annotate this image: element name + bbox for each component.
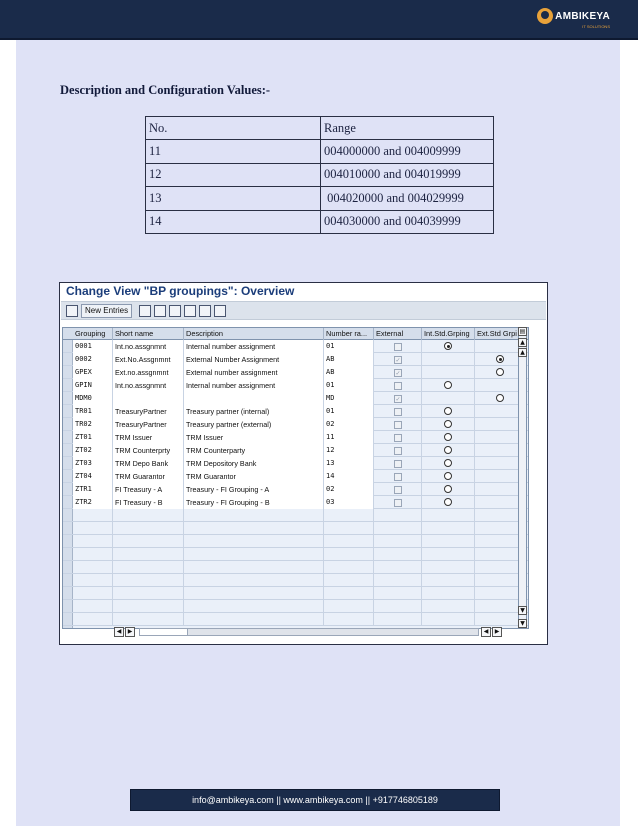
external-checkbox[interactable]: ✓ xyxy=(395,396,401,403)
external-checkbox[interactable]: ✓ xyxy=(395,370,401,377)
cell-desc[interactable]: Treasury partner (external) xyxy=(184,418,324,431)
cell-grouping[interactable] xyxy=(73,561,113,574)
cell-short[interactable]: FI Treasury - B xyxy=(113,496,184,509)
cell-num[interactable] xyxy=(324,561,374,574)
scroll-track[interactable] xyxy=(139,628,479,636)
external-checkbox[interactable] xyxy=(394,486,402,494)
cell-grouping[interactable]: GPIN xyxy=(73,379,113,392)
cell-grouping[interactable]: GPEX xyxy=(73,366,113,379)
scroll-up-icon[interactable]: ▲ xyxy=(518,338,527,347)
cell-short[interactable]: Int.no.assgnmnt xyxy=(113,340,184,353)
cell-desc[interactable]: TRM Issuer xyxy=(184,431,324,444)
range-no: 11 xyxy=(146,140,321,163)
cell-grouping[interactable] xyxy=(73,613,113,626)
cell-ext xyxy=(475,496,521,509)
cell-num[interactable]: 02 xyxy=(324,418,374,431)
cell-ext xyxy=(475,548,521,561)
range-value: 004030000 and 004039999 xyxy=(321,210,494,233)
cell-desc[interactable] xyxy=(184,561,324,574)
cell-num[interactable] xyxy=(324,587,374,600)
header-range: Range xyxy=(321,117,494,140)
table-header xyxy=(63,328,528,340)
cell-int xyxy=(422,561,475,574)
external-checkbox[interactable] xyxy=(394,382,402,390)
external-checkbox[interactable]: ✓ xyxy=(395,357,401,364)
cell-grouping[interactable]: ZT02 xyxy=(73,444,113,457)
scroll-down-icon[interactable]: ▼ xyxy=(518,619,527,628)
cell-int xyxy=(422,613,475,626)
range-no: 12 xyxy=(146,163,321,186)
edit-pencil-icon[interactable] xyxy=(66,305,78,317)
cell-ext xyxy=(475,574,521,587)
table-row[interactable] xyxy=(63,483,528,496)
external-checkbox[interactable] xyxy=(394,421,402,429)
cell-int xyxy=(422,587,475,600)
cell-external xyxy=(374,561,422,574)
cell-desc[interactable] xyxy=(184,613,324,626)
table-row[interactable] xyxy=(63,457,528,470)
cell-short[interactable]: TreasuryPartner xyxy=(113,418,184,431)
new-entries-button[interactable]: New Entries xyxy=(81,304,132,318)
cell-desc[interactable] xyxy=(184,574,324,587)
contact-footer: info@ambikeya.com || www.ambikeya.com || +917746805189 xyxy=(130,789,500,811)
int-std-radio[interactable] xyxy=(444,433,452,441)
cell-ext xyxy=(475,600,521,613)
int-std-radio[interactable] xyxy=(444,407,452,415)
cell-int xyxy=(422,366,475,379)
cell-num[interactable]: 01 xyxy=(324,379,374,392)
cell-desc[interactable]: TRM Counterparty xyxy=(184,444,324,457)
cell-num[interactable]: AB xyxy=(324,353,374,366)
cell-desc[interactable]: TRM Depository Bank xyxy=(184,457,324,470)
cell-short[interactable]: Ext.no.assgnmnt xyxy=(113,366,184,379)
cell-grouping[interactable]: ZTR1 xyxy=(73,483,113,496)
cell-desc[interactable] xyxy=(184,535,324,548)
col-grouping[interactable]: Grouping xyxy=(73,328,113,340)
cell-short[interactable]: TreasuryPartner xyxy=(113,405,184,418)
cell-num[interactable]: AB xyxy=(324,366,374,379)
cell-ext xyxy=(475,379,521,392)
int-std-radio[interactable] xyxy=(444,420,452,428)
cell-ext xyxy=(475,457,521,470)
cell-desc[interactable]: Internal number assignment xyxy=(184,340,324,353)
scroll-left-icon[interactable]: ◀ xyxy=(114,627,124,637)
table-row[interactable] xyxy=(63,392,528,405)
int-std-radio[interactable] xyxy=(444,446,452,454)
col-short-name[interactable]: Short name xyxy=(113,328,184,340)
sap-screenshot xyxy=(59,282,548,645)
cell-ext xyxy=(475,418,521,431)
scroll-right-icon[interactable]: ▶ xyxy=(492,627,502,637)
horizontal-scrollbar[interactable] xyxy=(114,627,500,637)
cell-desc[interactable]: Treasury partner (internal) xyxy=(184,405,324,418)
cell-int xyxy=(422,522,475,535)
table-row[interactable] xyxy=(63,522,528,535)
cell-grouping[interactable]: 0001 xyxy=(73,340,113,353)
cell-desc[interactable] xyxy=(184,509,324,522)
range-value: 004010000 and 004019999 xyxy=(321,163,494,186)
cell-ext xyxy=(475,405,521,418)
cell-short[interactable] xyxy=(113,574,184,587)
cell-short[interactable]: TRM Issuer xyxy=(113,431,184,444)
range-table-row xyxy=(146,163,494,186)
external-checkbox[interactable] xyxy=(394,447,402,455)
cell-num[interactable]: 12 xyxy=(324,444,374,457)
cell-desc[interactable]: TRM Guarantor xyxy=(184,470,324,483)
cell-grouping[interactable]: ZTR2 xyxy=(73,496,113,509)
table-row[interactable] xyxy=(63,535,528,548)
bp-groupings-table xyxy=(62,327,529,629)
col-int-std-grping[interactable]: Int.Std.Grping xyxy=(422,328,475,340)
cell-short[interactable]: TRM Guarantor xyxy=(113,470,184,483)
cell-short[interactable] xyxy=(113,613,184,626)
cell-grouping[interactable] xyxy=(73,535,113,548)
cell-int xyxy=(422,509,475,522)
table-row[interactable] xyxy=(63,418,528,431)
cell-num[interactable] xyxy=(324,535,374,548)
external-checkbox[interactable] xyxy=(394,343,402,351)
cell-grouping[interactable]: TR01 xyxy=(73,405,113,418)
table-row[interactable] xyxy=(63,509,528,522)
sap-title: Change View "BP groupings": Overview xyxy=(66,284,295,298)
int-std-radio[interactable] xyxy=(444,459,452,467)
cell-short[interactable] xyxy=(113,392,184,405)
table-row[interactable] xyxy=(63,587,528,600)
table-row[interactable] xyxy=(63,548,528,561)
cell-ext xyxy=(475,444,521,457)
external-checkbox[interactable] xyxy=(394,473,402,481)
cell-short[interactable]: TRM Depo Bank xyxy=(113,457,184,470)
cell-desc[interactable] xyxy=(184,522,324,535)
cell-grouping[interactable]: ZT04 xyxy=(73,470,113,483)
cell-grouping[interactable] xyxy=(73,522,113,535)
cell-int xyxy=(422,600,475,613)
cell-external xyxy=(374,574,422,587)
copy-icon[interactable] xyxy=(139,305,151,317)
table-row[interactable] xyxy=(63,353,528,366)
cell-short[interactable] xyxy=(113,548,184,561)
vertical-scrollbar[interactable] xyxy=(518,327,527,629)
cell-desc[interactable]: Treasury - FI Grouping - A xyxy=(184,483,324,496)
int-std-radio[interactable] xyxy=(444,342,452,350)
cell-ext xyxy=(475,509,521,522)
table-row[interactable] xyxy=(63,405,528,418)
table-row[interactable] xyxy=(63,613,528,626)
cell-num[interactable]: 02 xyxy=(324,483,374,496)
range-table-header xyxy=(146,117,494,140)
int-std-radio[interactable] xyxy=(444,485,452,493)
int-std-radio[interactable] xyxy=(444,498,452,506)
cell-grouping[interactable] xyxy=(73,574,113,587)
cell-desc[interactable]: External Number Assignment xyxy=(184,353,324,366)
cell-int xyxy=(422,392,475,405)
range-no: 14 xyxy=(146,210,321,233)
deselect-icon[interactable] xyxy=(214,305,226,317)
cell-int xyxy=(422,353,475,366)
cell-short[interactable] xyxy=(113,535,184,548)
undo-icon[interactable] xyxy=(169,305,181,317)
sap-toolbar xyxy=(61,301,546,320)
int-std-radio[interactable] xyxy=(444,472,452,480)
cell-num[interactable] xyxy=(324,548,374,561)
cell-num[interactable]: 01 xyxy=(324,405,374,418)
cell-external xyxy=(374,522,422,535)
cell-grouping[interactable]: ZT03 xyxy=(73,457,113,470)
external-checkbox[interactable] xyxy=(394,408,402,416)
cell-int xyxy=(422,548,475,561)
cell-short[interactable] xyxy=(113,522,184,535)
cell-num[interactable]: MD xyxy=(324,392,374,405)
cell-grouping[interactable]: 0002 xyxy=(73,353,113,366)
cell-ext xyxy=(475,587,521,600)
brand-tagline: IT SOLUTIONS xyxy=(582,24,610,29)
cell-desc[interactable] xyxy=(184,548,324,561)
cell-short[interactable]: Int.no.assgnmnt xyxy=(113,379,184,392)
cell-num[interactable] xyxy=(324,522,374,535)
top-header-bar xyxy=(0,0,638,40)
cell-int xyxy=(422,535,475,548)
scroll-up-icon[interactable]: ▲ xyxy=(518,348,527,357)
cell-ext xyxy=(475,431,521,444)
column-config-icon[interactable]: ▤ xyxy=(519,328,526,335)
ext-std-radio[interactable] xyxy=(496,355,504,363)
cell-external xyxy=(374,600,422,613)
section-heading: Description and Configuration Values:- xyxy=(60,83,271,97)
ext-std-radio[interactable] xyxy=(496,368,504,376)
cell-desc[interactable]: Internal number assignment xyxy=(184,379,324,392)
cell-num[interactable] xyxy=(324,613,374,626)
scroll-left-icon[interactable]: ◀ xyxy=(481,627,491,637)
cell-short[interactable]: FI Treasury - A xyxy=(113,483,184,496)
cell-desc[interactable] xyxy=(184,587,324,600)
table-row[interactable] xyxy=(63,444,528,457)
col-external[interactable]: External xyxy=(374,328,422,340)
cell-grouping[interactable]: TR02 xyxy=(73,418,113,431)
cell-desc[interactable] xyxy=(184,600,324,613)
cell-num[interactable]: 01 xyxy=(324,340,374,353)
scroll-down-icon[interactable]: ▼ xyxy=(518,606,527,615)
table-row[interactable] xyxy=(63,470,528,483)
cell-external xyxy=(374,535,422,548)
range-table-row xyxy=(146,140,494,163)
cell-num[interactable]: 03 xyxy=(324,496,374,509)
cell-short[interactable] xyxy=(113,509,184,522)
select-block-icon[interactable] xyxy=(199,305,211,317)
table-row[interactable] xyxy=(63,496,528,509)
table-row[interactable] xyxy=(63,340,528,353)
scroll-right-icon[interactable]: ▶ xyxy=(125,627,135,637)
range-value: 004000000 and 004009999 xyxy=(321,140,494,163)
cell-short[interactable] xyxy=(113,600,184,613)
select-all-icon[interactable] xyxy=(184,305,196,317)
cell-ext xyxy=(475,613,521,626)
external-checkbox[interactable] xyxy=(394,434,402,442)
cell-desc[interactable] xyxy=(184,392,324,405)
external-checkbox[interactable] xyxy=(394,460,402,468)
brand-logo xyxy=(537,8,610,29)
range-table xyxy=(145,116,494,234)
logo-mark-icon xyxy=(537,8,553,24)
cell-num[interactable] xyxy=(324,574,374,587)
cell-external xyxy=(374,548,422,561)
cell-ext xyxy=(475,470,521,483)
table-row[interactable] xyxy=(63,561,528,574)
cell-num[interactable]: 11 xyxy=(324,431,374,444)
range-table-row xyxy=(146,210,494,233)
cell-ext xyxy=(475,561,521,574)
cell-ext xyxy=(475,522,521,535)
cell-grouping[interactable]: MDM0 xyxy=(73,392,113,405)
cell-short[interactable] xyxy=(113,587,184,600)
header-no: No. xyxy=(146,117,321,140)
cell-grouping[interactable] xyxy=(73,600,113,613)
cell-desc[interactable]: Treasury - FI Grouping - B xyxy=(184,496,324,509)
cell-external xyxy=(374,613,422,626)
cell-short[interactable]: TRM Counterprty xyxy=(113,444,184,457)
col-number-range[interactable]: Number ra... xyxy=(324,328,374,340)
range-no: 13 xyxy=(146,187,321,210)
cell-grouping[interactable] xyxy=(73,509,113,522)
ext-std-radio[interactable] xyxy=(496,394,504,402)
cell-grouping[interactable]: ZT01 xyxy=(73,431,113,444)
table-row[interactable] xyxy=(63,366,528,379)
cell-ext xyxy=(475,340,521,353)
range-value: 004020000 and 004029999 xyxy=(321,187,494,210)
table-row[interactable] xyxy=(63,600,528,613)
col-ext-std-grping[interactable]: Ext.Std Grpi xyxy=(475,328,521,340)
cell-external xyxy=(374,509,422,522)
cell-ext xyxy=(475,535,521,548)
range-table-row xyxy=(146,187,494,210)
int-std-radio[interactable] xyxy=(444,381,452,389)
cell-short[interactable]: Ext.No.Assgnmnt xyxy=(113,353,184,366)
table-row[interactable] xyxy=(63,574,528,587)
cell-num[interactable]: 13 xyxy=(324,457,374,470)
cell-grouping[interactable] xyxy=(73,587,113,600)
save-icon[interactable] xyxy=(154,305,166,317)
cell-num[interactable]: 14 xyxy=(324,470,374,483)
table-row[interactable] xyxy=(63,379,528,392)
brand-name: AMBIKEYA xyxy=(555,10,610,22)
cell-ext xyxy=(475,483,521,496)
cell-num[interactable] xyxy=(324,600,374,613)
cell-num[interactable] xyxy=(324,509,374,522)
scroll-thumb[interactable] xyxy=(140,629,188,635)
cell-int xyxy=(422,574,475,587)
cell-external xyxy=(374,587,422,600)
table-row[interactable] xyxy=(63,431,528,444)
external-checkbox[interactable] xyxy=(394,499,402,507)
cell-short[interactable] xyxy=(113,561,184,574)
cell-desc[interactable]: External number assignment xyxy=(184,366,324,379)
col-description[interactable]: Description xyxy=(184,328,324,340)
cell-grouping[interactable] xyxy=(73,548,113,561)
